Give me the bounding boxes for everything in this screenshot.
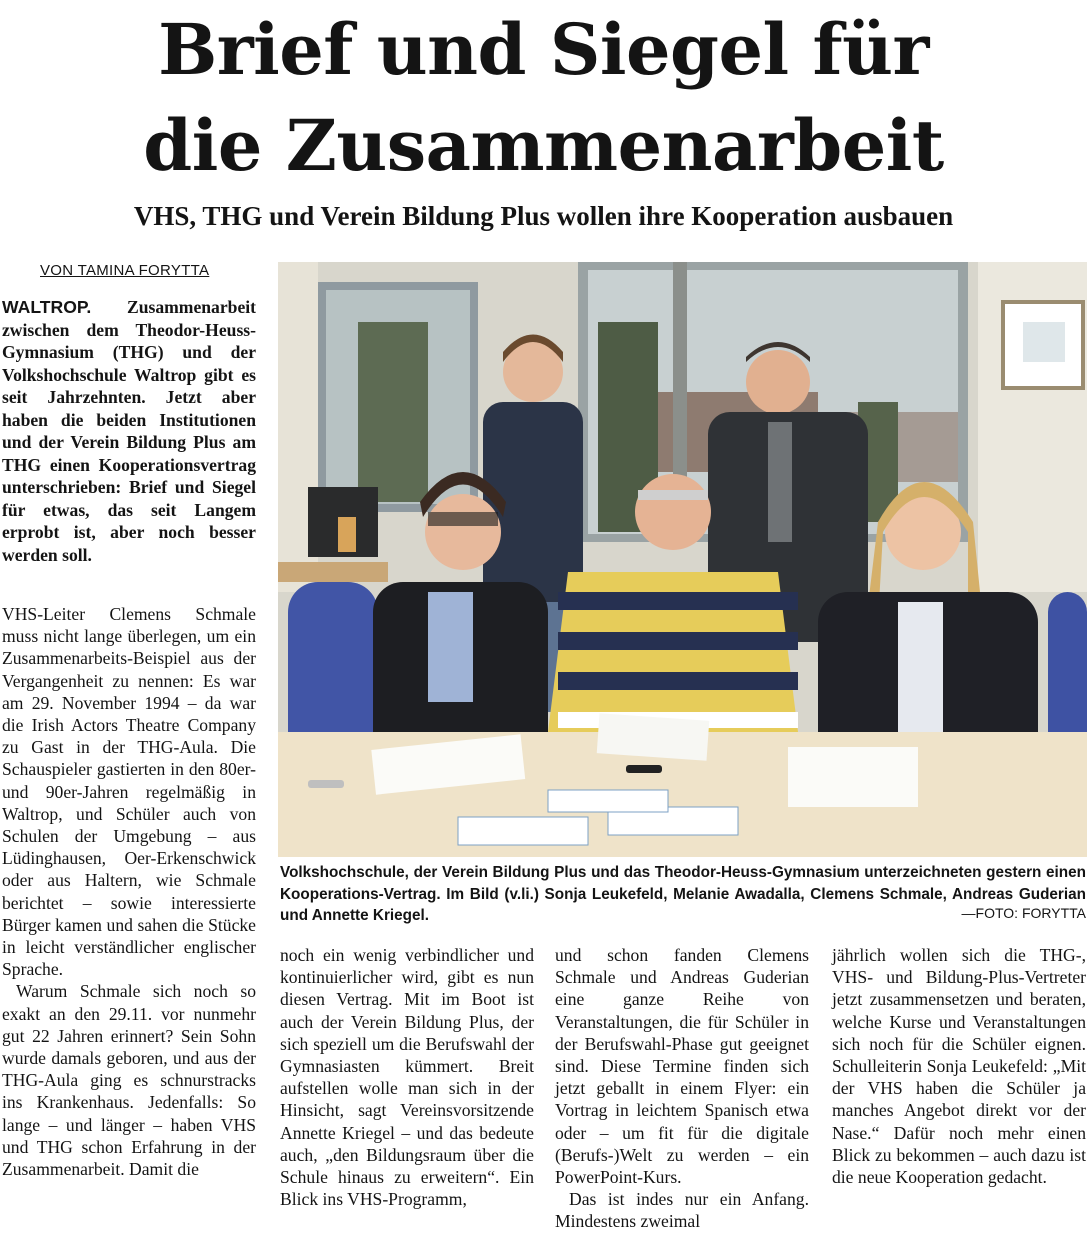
body-paragraph: Das ist indes nur ein Anfang. Mindestens zweimal xyxy=(555,1189,809,1232)
photo-credit: —FOTO: FORYTTA xyxy=(961,905,1086,921)
body-paragraph: VHS-Leiter Clemens Schmale muss nicht lange überlegen, um ein Zusammenarbeits-Beispiel aus der Vergangenheit zu nennen: Es war am 29. November 1994 – da war die Irish Actors Theatre Company zu Gast in der THG-Aula. Die Schauspieler gastierten in den 80er- und 90er-Jahren regelmäßig in Waltrop, und Schüler auch von Schulen der Umgebung – aus Lüdinghausen, Oer-Erkenschwick oder aus Haltern, wie Schmale berichtet – sowie interessierte Bürger kamen und sahen die Stücke in leicht verständlicher englischer Sprache. xyxy=(2,604,256,980)
body-paragraph: jährlich wollen sich die THG-, VHS- und Bildung-Plus-Vertreter jetzt zusammensetzen und beraten, welche Kurse und Veranstaltungen sich noch für die Schüler eignen. Schulleiterin Sonja Leukefeld: „Mit der VHS haben die Schüler ja manches Angebot direkt vor der Nase.“ Dafür noch mehr einen Blick zu bekommen – auch dazu ist die neue Kooperation gedacht. xyxy=(832,945,1086,1188)
headline-line-1: Brief und Siegel für xyxy=(158,8,929,91)
body-column-1 xyxy=(2,603,256,1180)
photo-caption: Volkshochschule, der Verein Bildung Plus und das Theodor-Heuss-Gymnasium unterzeichneten gestern einen Kooperations-Vertrag. Im Bild (v.li.) Sonja Leukefeld, Melanie Awadalla, Clemens Schmale, Andreas Guderian und Annette Kriegel. xyxy=(280,864,1086,924)
body-paragraph: noch ein wenig verbindlicher und kontinuierlicher wird, gibt es nun diesen Vertrag. Mit im Boot ist auch der Verein Bildung Plus, der sich speziell um die Berufswahl der Gymnasiasten kümmert. Breit aufstellen wolle man sich in der Hinsicht, sagt Vereinsvorsitzende Annette Kriegel – und das bedeute auch, „den Bildungsraum über die Schule hinaus zu erweitern“. Ein Blick ins VHS-Programm, xyxy=(280,945,534,1210)
byline: VON TAMINA FORYTTA xyxy=(40,262,210,279)
article-headline xyxy=(0,2,1087,194)
article-subheadline: VHS, THG und Verein Bildung Plus wollen ihre Kooperation ausbauen xyxy=(133,201,954,231)
body-paragraph: und schon fanden Clemens Schmale und Andreas Guderian eine ganze Reihe von Veranstaltungen, die für Schüler in der Berufswahl-Phase gut geeignet sind. Diese Termine finden sich jetzt geballt in einem Flyer: ein Vortrag in leichtem Spanisch etwa oder – um fit für die digitale (Berufs-)Welt zu werden – ein PowerPoint-Kurs. xyxy=(555,945,809,1188)
body-paragraph: Warum Schmale sich noch so exakt an den 29.11. vor nunmehr gut 22 Jahren erinnert? Sein Sohn wurde damals geboren, und aus der THG-Aula ging es schnurstracks ins Krankenhaus. Jedenfalls: So lange – und länger – haben VHS und THG schon Erfahrung in der Zusammenarbeit. Damit die xyxy=(2,981,256,1180)
body-column-4 xyxy=(832,944,1086,1188)
body-column-3 xyxy=(555,944,809,1233)
body-column-2 xyxy=(280,944,534,1210)
article-photo xyxy=(278,262,1087,857)
lead-paragraph xyxy=(2,296,256,566)
dateline: WALTROP. xyxy=(2,297,92,317)
headline-line-2: die Zusammenarbeit xyxy=(143,104,944,187)
lead-text: Zusammenarbeit zwischen dem Theodor-Heuss-Gymnasium (THG) und der Volkshochschule Waltrop gibt es seit Jahrzehnten. Jetzt aber haben die beiden Institutionen und der Verein Bildung Plus am THG einen Kooperationsvertrag unterschrieben: Brief und Siegel für etwas, das seit Langem erprobt ist, aber noch besser werden soll. xyxy=(2,297,256,565)
photo-illustration xyxy=(278,262,1087,857)
